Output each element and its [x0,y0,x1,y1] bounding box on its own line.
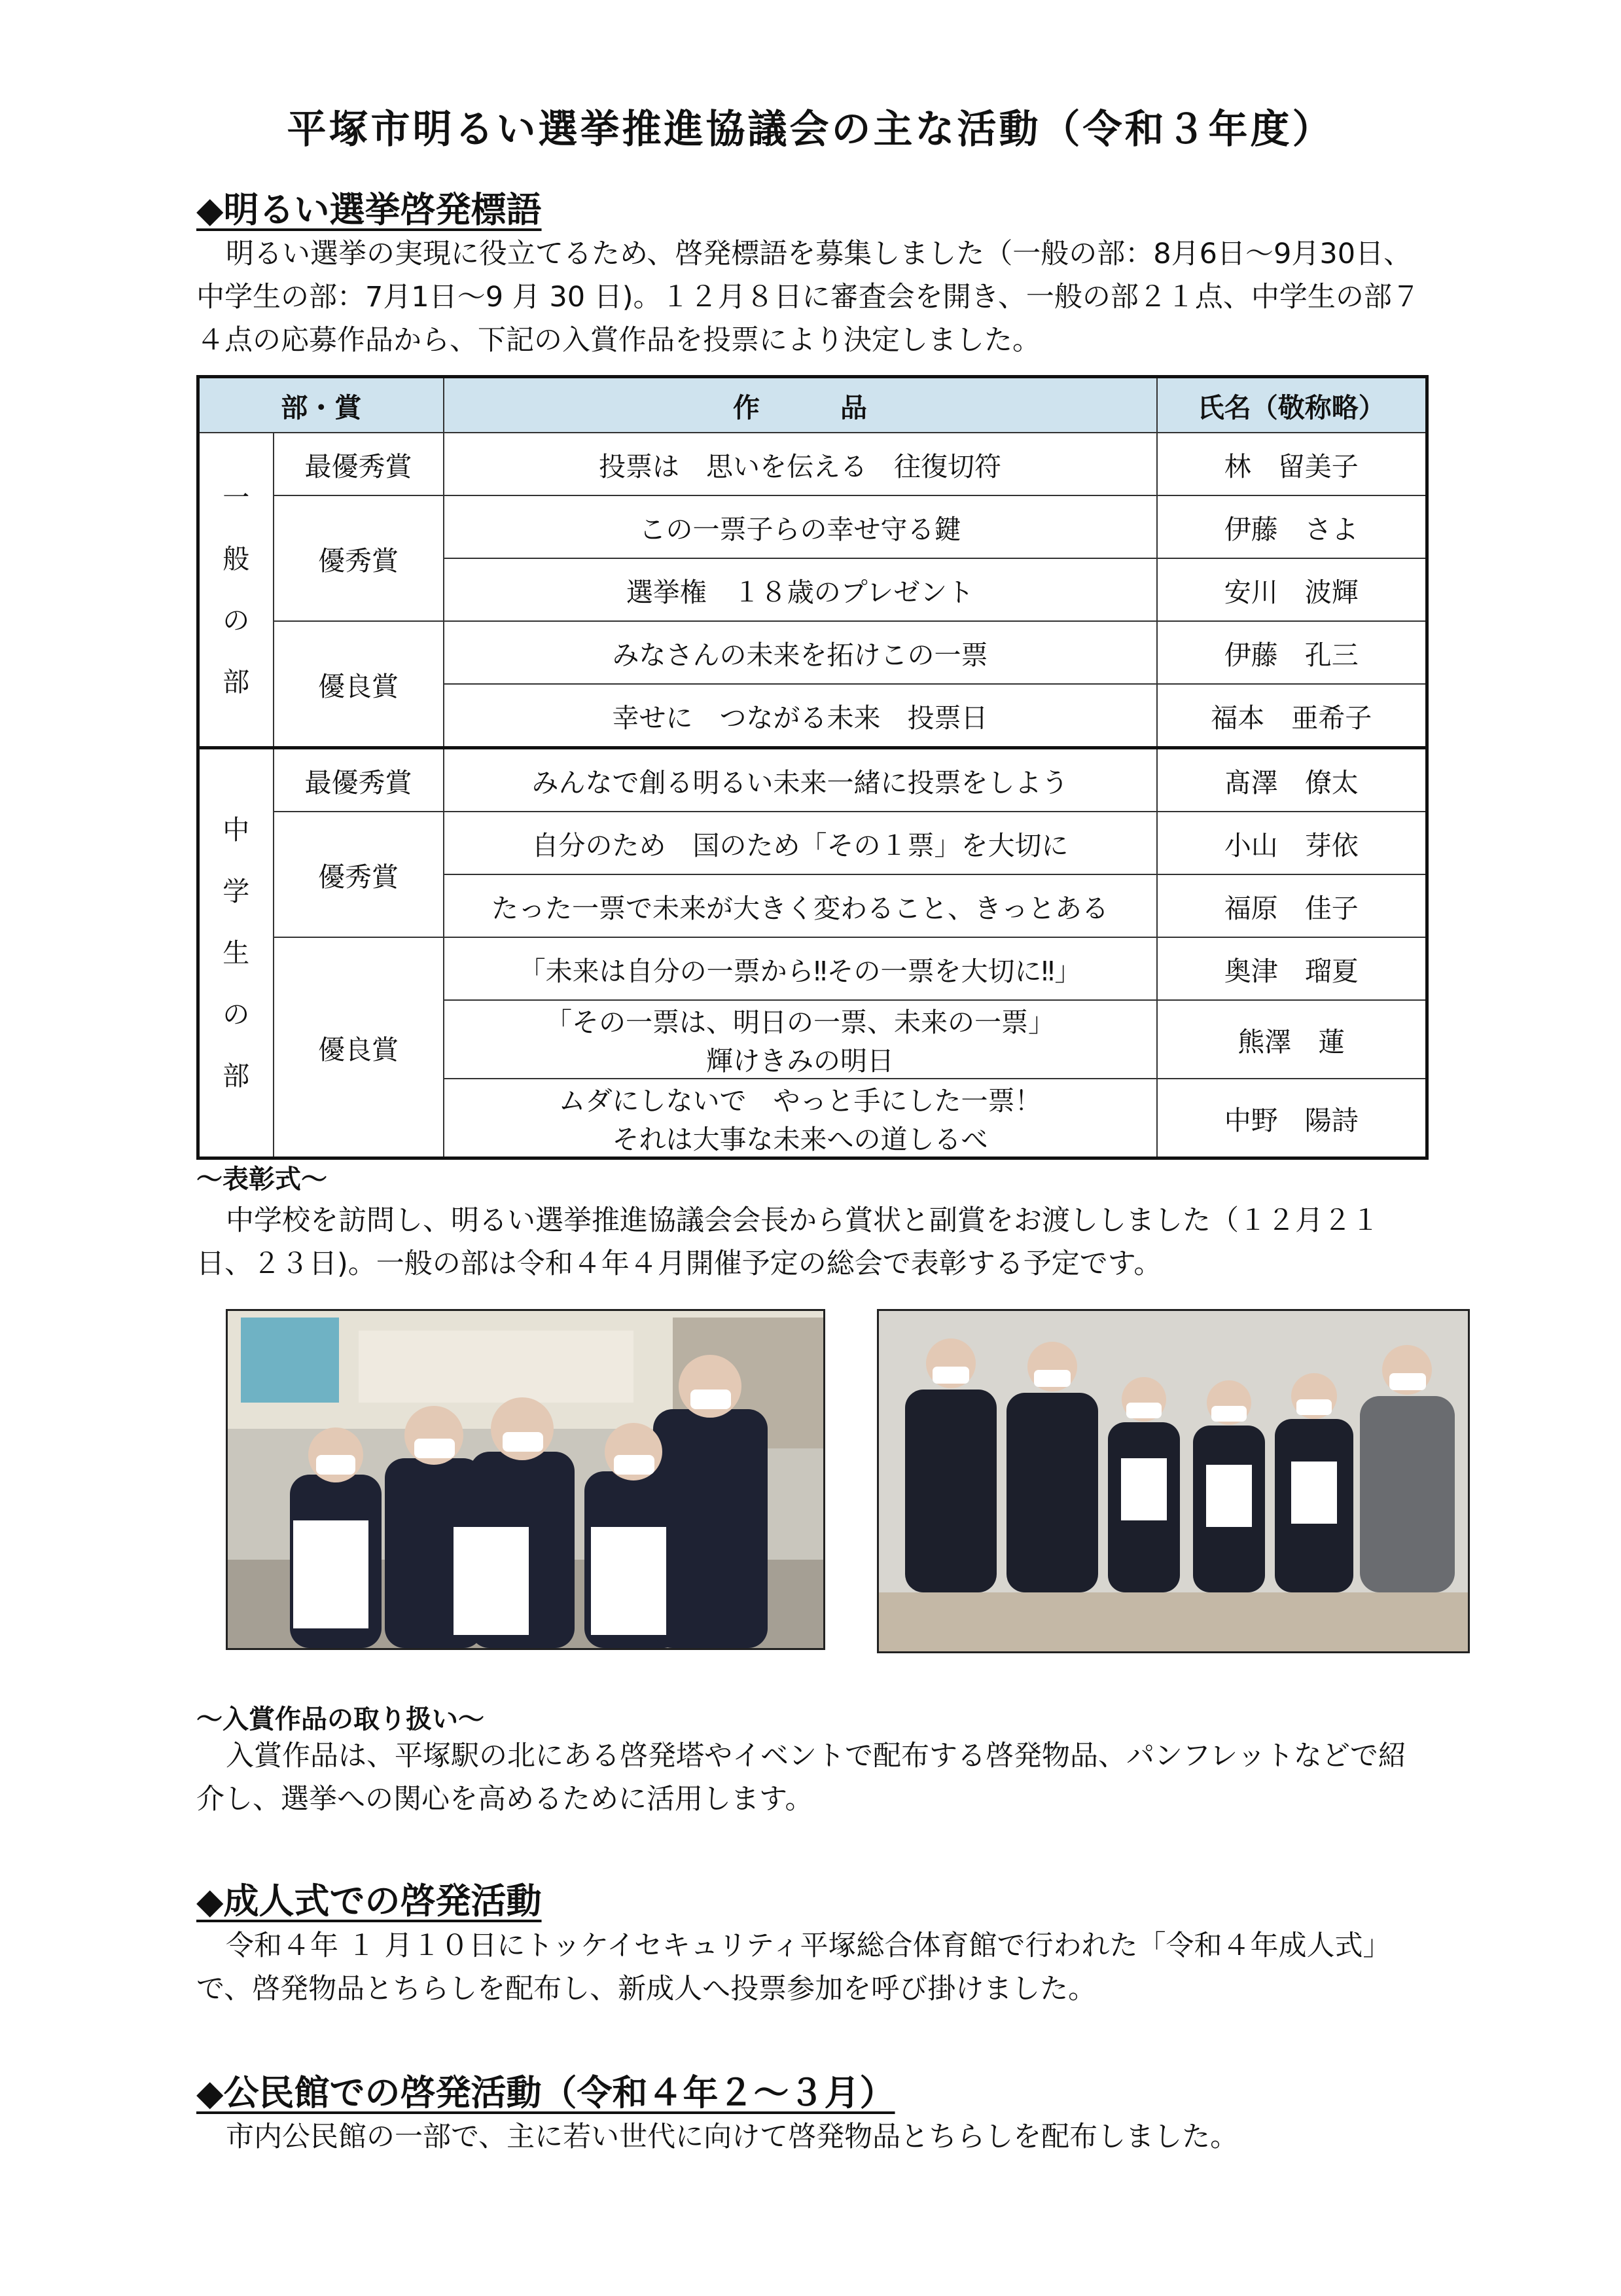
award-ceremony-photo-1 [226,1309,825,1650]
name-cell: 小山 芽依 [1157,812,1427,874]
photo-illustration [879,1311,1468,1651]
name-cell: 中野 陽詩 [1157,1079,1427,1158]
work-cell: みなさんの未来を拓けこの一票 [444,621,1157,684]
work-cell: 選挙権 １８歳のプレゼント [444,558,1157,621]
award-cell: 優良賞 [274,621,444,748]
name-cell: 福本 亜希子 [1157,684,1427,748]
table-row [198,495,1427,558]
award-table [196,375,1429,1160]
group-label-junior-high: 中 学 生 の 部 [198,748,274,1158]
table-row [198,433,1427,495]
award-cell: 最優秀賞 [274,433,444,495]
photo-illustration [228,1311,823,1648]
name-cell: 伊藤 孔三 [1157,621,1427,684]
name-cell: 伊藤 さよ [1157,495,1427,558]
work-cell [444,1079,1157,1158]
award-cell: 優秀賞 [274,495,444,621]
award-ceremony-photo-2 [877,1309,1470,1653]
community-center-paragraph: 市内公民館の一部で、主に若い世代に向けて啓発物品とちらしを配布しました。 [226,2121,1239,2153]
section-heading-coming-of-age: ◆成人式での啓発活動 [196,1880,542,1922]
page-title: 平塚市明るい選挙推進協議会の主な活動（令和３年度） [287,107,1334,152]
work-cell: 投票は 思いを伝える 往復切符 [444,433,1157,495]
work-cell: 自分のため 国のため「その１票」を大切に [444,812,1157,874]
table-row [198,621,1427,684]
work-cell: たった一票で未来が大きく変わること、きっとある [444,874,1157,937]
section-heading-slogan: ◆明るい選挙啓発標語 [196,189,542,230]
name-cell: 林 留美子 [1157,433,1427,495]
table-header-row [198,377,1427,433]
table-row [198,937,1427,1000]
work-cell: みんなで創る明るい未来一緒に投票をしよう [444,748,1157,812]
header-work: 作 品 [444,377,1157,433]
award-cell: 最優秀賞 [274,748,444,812]
work-cell [444,1000,1157,1079]
name-cell: 熊澤 蓮 [1157,1000,1427,1079]
work-line: それは大事な未来への道しるべ [612,1124,988,1155]
ceremony-heading: 〜表彰式〜 [196,1164,327,1194]
coming-of-age-paragraph: 令和４年 １ 月１０日にトッケイセキュリティ平塚総合体育館で行われた「令和４年成人式」で、啓発物品とちらしを配布し、新成人へ投票参加を呼び掛けました。 [196,1929,1391,2005]
award-cell: 優秀賞 [274,812,444,937]
work-line: 「その一票は、明日の一票、未来の一票」 [545,1007,1055,1038]
header-name: 氏名（敬称略） [1157,377,1427,433]
name-cell: 福原 佳子 [1157,874,1427,937]
usage-paragraph: 入賞作品は、平塚駅の北にある啓発塔やイベントで配布する啓発物品、パンフレットなどで紹介し、選挙への関心を高めるために活用します。 [196,1740,1406,1816]
header-category: 部・賞 [198,377,444,433]
table-row [198,812,1427,874]
work-line: ムダにしないで やっと手にした一票！ [558,1085,1042,1117]
work-cell: 「未来は自分の一票から‼その一票を大切に‼」 [444,937,1157,1000]
name-cell: 奥津 瑠夏 [1157,937,1427,1000]
group-label-general: 一 般 の 部 [198,433,274,748]
name-cell: 安川 波輝 [1157,558,1427,621]
name-cell: 髙澤 僚太 [1157,748,1427,812]
work-line: 輝けきみの明日 [706,1045,894,1077]
award-cell: 優良賞 [274,937,444,1158]
work-cell: 幸せに つながる未来 投票日 [444,684,1157,748]
slogan-intro-paragraph: 明るい選挙の実現に役立てるため、啓発標語を募集しました（一般の部：8月6日〜9月30日、中学生の部：7月1日〜9 月 30 日)。１２月８日に審査会を開き、一般の部２１点、中学生の部７４点の応募作品から、下記の入賞作品を投票により決定しました。 [196,238,1420,357]
ceremony-paragraph: 中学校を訪問し、明るい選挙推進協議会会長から賞状と副賞をお渡ししました（１２月２１日、２３日)。一般の部は令和４年４月開催予定の総会で表彰する予定です。 [196,1204,1380,1280]
work-cell: この一票子らの幸せ守る鍵 [444,495,1157,558]
table-row [198,748,1427,812]
usage-heading: 〜入賞作品の取り扱い〜 [196,1704,484,1734]
section-heading-community-center: ◆公民館での啓発活動（令和４年２〜３月） [196,2072,895,2113]
